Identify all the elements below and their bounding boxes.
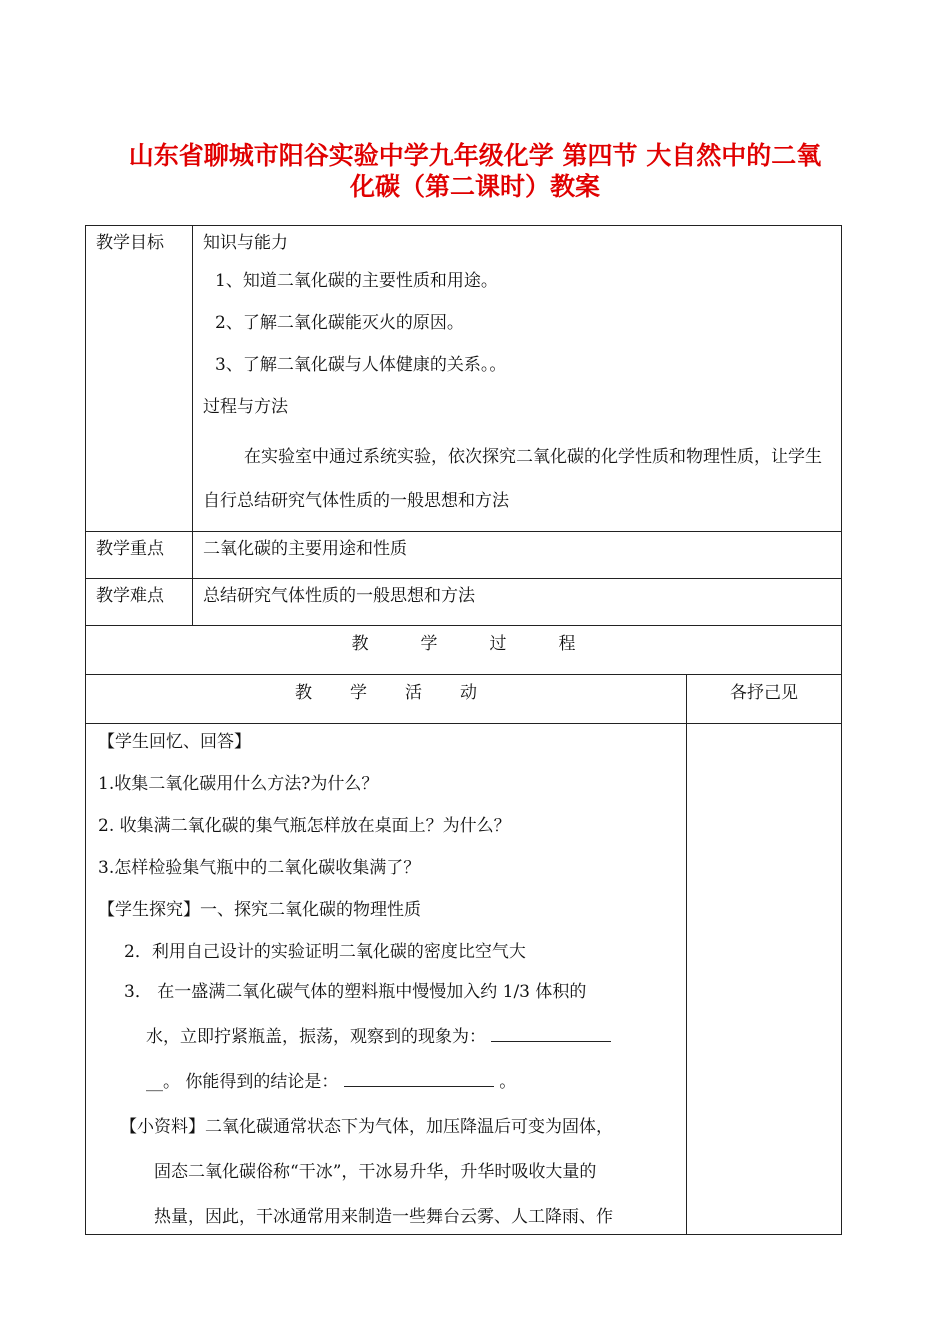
conclusion-prompt: __。 你能得到的结论是： — [146, 1072, 339, 1092]
explore-item-3-line-3 — [98, 1060, 674, 1105]
process-method-heading: 过程与方法 — [203, 397, 288, 417]
review-question-3: 3.怎样检验集气瓶中的二氧化碳收集满了？ — [98, 858, 421, 878]
key-point-content-cell — [193, 532, 842, 579]
key-point-label-cell — [86, 532, 193, 579]
difficulty-content: 总结研究气体性质的一般思想和方法 — [203, 586, 475, 606]
title-line-2: 化碳（第二课时）教案 — [349, 172, 600, 201]
explore-title: 【学生探究】一、探究二氧化碳的物理性质 — [98, 900, 421, 920]
notes-header: 各抒己见 — [730, 683, 798, 703]
objectives-content-cell — [193, 226, 842, 532]
explore-item-2: 2．利用自己设计的实验证明二氧化碳的密度比空气大 — [124, 942, 526, 962]
difficulty-row — [86, 579, 842, 626]
key-point-label: 教学重点 — [96, 539, 164, 559]
process-header-row — [86, 626, 842, 675]
explore-item-3-text: 水，立即拧紧瓶盖，振荡，观察到的现象为： — [146, 1027, 486, 1047]
notes-body-cell[interactable] — [687, 724, 842, 1235]
resource-line-2: 固态二氧化碳俗称“干冰”，干冰易升华，升华时吸收大量的 — [154, 1162, 597, 1182]
objective-item: 1、知道二氧化碳的主要性质和用途。 — [215, 271, 498, 291]
resource-line-1: 【小资料】二氧化碳通常状态下为气体，加压降温后可变为固体， — [120, 1117, 613, 1137]
activity-header-cell — [86, 675, 687, 724]
resource-line-3: 热量，因此，干冰通常用来制造一些舞台云雾、人工降雨、作 — [154, 1207, 613, 1227]
activity-body-row — [86, 724, 842, 1235]
conclusion-end: 。 — [499, 1072, 517, 1092]
knowledge-heading: 知识与能力 — [203, 233, 288, 253]
objectives-row — [86, 226, 842, 532]
explore-item-3-line-2 — [98, 1015, 674, 1060]
objectives-label-cell — [86, 226, 193, 532]
review-title: 【学生回忆、回答】 — [98, 732, 251, 752]
observation-blank[interactable] — [491, 1023, 611, 1042]
objective-item: 3、了解二氧化碳与人体健康的关系。。 — [215, 355, 507, 375]
process-header: 教学过程 — [351, 634, 628, 654]
document-title — [0, 140, 950, 202]
objective-item: 2、了解二氧化碳能灭火的原因。 — [215, 313, 464, 333]
notes-area[interactable] — [687, 724, 841, 1220]
key-point-content: 二氧化碳的主要用途和性质 — [203, 539, 407, 559]
difficulty-content-cell — [193, 579, 842, 626]
process-header-cell — [86, 626, 842, 675]
notes-header-cell — [687, 675, 842, 724]
difficulty-label-cell — [86, 579, 193, 626]
lesson-plan-table — [85, 225, 842, 1235]
conclusion-blank[interactable] — [344, 1068, 494, 1087]
activity-header-row — [86, 675, 842, 724]
process-method-paragraph: 在实验室中通过系统实验，依次探究二氧化碳的化学性质和物理性质，让学生自行总结研究气体性质的一般思想和方法 — [203, 447, 822, 511]
review-question-2: 2. 收集满二氧化碳的集气瓶怎样放在桌面上？为什么？ — [98, 816, 511, 836]
title-line-1: 山东省聊城市阳谷实验中学九年级化学 第四节 大自然中的二氧 — [128, 141, 822, 170]
review-question-1: 1.收集二氧化碳用什么方法?为什么？ — [98, 774, 379, 794]
objectives-label: 教学目标 — [96, 233, 164, 253]
activity-body-cell — [86, 724, 687, 1235]
explore-item-3-line-1: 3． 在一盛满二氧化碳气体的塑料瓶中慢慢加入约 1/3 体积的 — [124, 982, 587, 1002]
key-point-row — [86, 532, 842, 579]
difficulty-label: 教学难点 — [96, 586, 164, 606]
activity-header: 教学活动 — [295, 683, 515, 703]
